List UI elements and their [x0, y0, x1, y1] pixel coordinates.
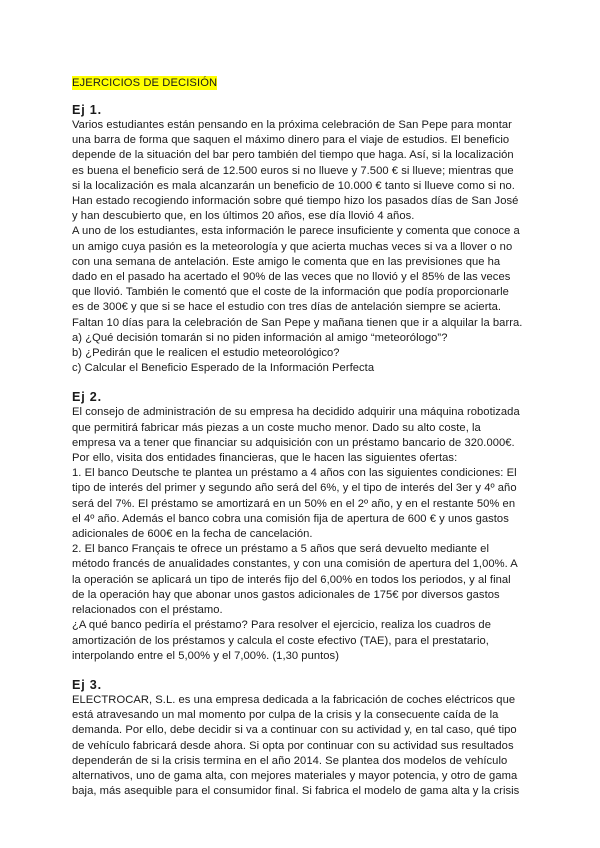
paragraph: ELECTROCAR, S.L. es una empresa dedicada a la fabricación de coches eléctricos que está atravesando un mal momento por culpa de la crisis y la consecuente caída de la demanda. Por ello, debe decidir si va a continuar con su actividad y, en tal caso, qué tipo de vehículo fabricará desde ahora. Si opta por continuar con su actividad sus resultados dependerán de si la crisis termina en el año 2014. Se plantea dos modelos de vehículo alternativos, uno de gama alta, con mejores materiales y mayor potencia, y otro de gama baja, más asequible para el consumidor final. Si fabrica el modelo de gama alta y la crisis [72, 693, 520, 798]
offer-1: 1. El banco Deutsche te plantea un préstamo a 4 años con las siguientes condiciones: El tipo de interés del primer y segundo año será del 6%, y el tipo de interés del 3er y 4º año será del 7%. El préstamo se amortizará en un 50% en el 2º año, y en el restante 50% en el 4º año. Además el banco cobra una comisión fija de apertura de 600 € y unos gastos adicionales de 600€ en la fecha de cancelación. [72, 467, 517, 541]
question: ¿A qué banco pediría el préstamo? Para resolver el ejercicio, realiza los cuadros de amortización de los préstamos y calcula el coste efectivo (TAE), para el prestatario, interpolando entre el 5,00% y el 7,00%. (1,30 puntos) [72, 619, 491, 662]
exercise-1 [72, 103, 524, 376]
exercise-heading: Ej 1. [72, 103, 102, 117]
paragraph: Por ello, visita dos entidades financieras, que le hacen las siguientes ofertas: [72, 452, 458, 465]
exercise-3 [72, 678, 524, 799]
paragraph: Varios estudiantes están pensando en la próxima celebración de San Pepe para montar una barra de forma que saquen el máximo dinero para el viaje de estudios. El beneficio depende de la situación del bar pero también del tiempo que haga. Así, si la localización es buena el beneficio será de 12.500 euros si no llueve y 7.500 € si llueve; mientras que si la localización es mala alcanzarán un beneficio de 10.000 € tanto si llueve como si no. Han estado recogiendo información sobre qué tiempo hizo los pasados días de San José y han descubierto que, en los últimos 20 años, ese día llovió 4 años. [72, 119, 519, 223]
paragraph: A uno de los estudiantes, esta información le parece insuficiente y comenta que conoce a un amigo cuya pasión es la meteorología y que acierta muchas veces si va a llover o no con una semana de antelación. Este amigo le comenta que en las previsiones que ha dado en el pasado ha acertado el 90% de las veces que no llovió y el 85% de las veces que llovió. También le comentó que el coste de la información que podía proporcionarle es de 300€ y que si se hace el estudio con tres días de antelación siempre se acierta. Faltan 10 días para la celebración de San Pepe y mañana tienen que ir a alquilar la barra. [72, 225, 523, 329]
document-title: EJERCICIOS DE DECISIÓN [72, 77, 218, 89]
question-b: b) ¿Pedirán que le realicen el estudio meteorológico? [72, 347, 340, 360]
question-c: c) Calcular el Beneficio Esperado de la Información Perfecta [72, 362, 375, 375]
paragraph: El consejo de administración de su empresa ha decidido adquirir una máquina robotizada que permitirá fabricar más piezas a un coste mucho menor. Dado su alto coste, la empresa va a tener que financiar su adquisición con un préstamo bancario de 320.000€. [72, 406, 520, 449]
section-spacer [72, 376, 524, 390]
question-a: a) ¿Qué decisión tomarán si no piden información al amigo “meteorólogo”? [72, 331, 448, 344]
exercise-2 [72, 390, 524, 663]
section-spacer [72, 664, 524, 678]
exercise-heading: Ej 3. [72, 677, 102, 692]
offer-2: 2. El banco Français te ofrece un préstamo a 5 años que será devuelto mediante el método francés de anualidades constantes, y con una comisión de apertura del 1,00%. A la operación se aplicará un tipo de interés fijo del 6,00% en todos los periodos, y al final de la operación hay que abonar unos gastos adicionales de 175€ por diversos gastos relacionados con el préstamo. [72, 543, 518, 617]
exercise-heading: Ej 2. [72, 390, 102, 405]
document-body [72, 73, 524, 799]
